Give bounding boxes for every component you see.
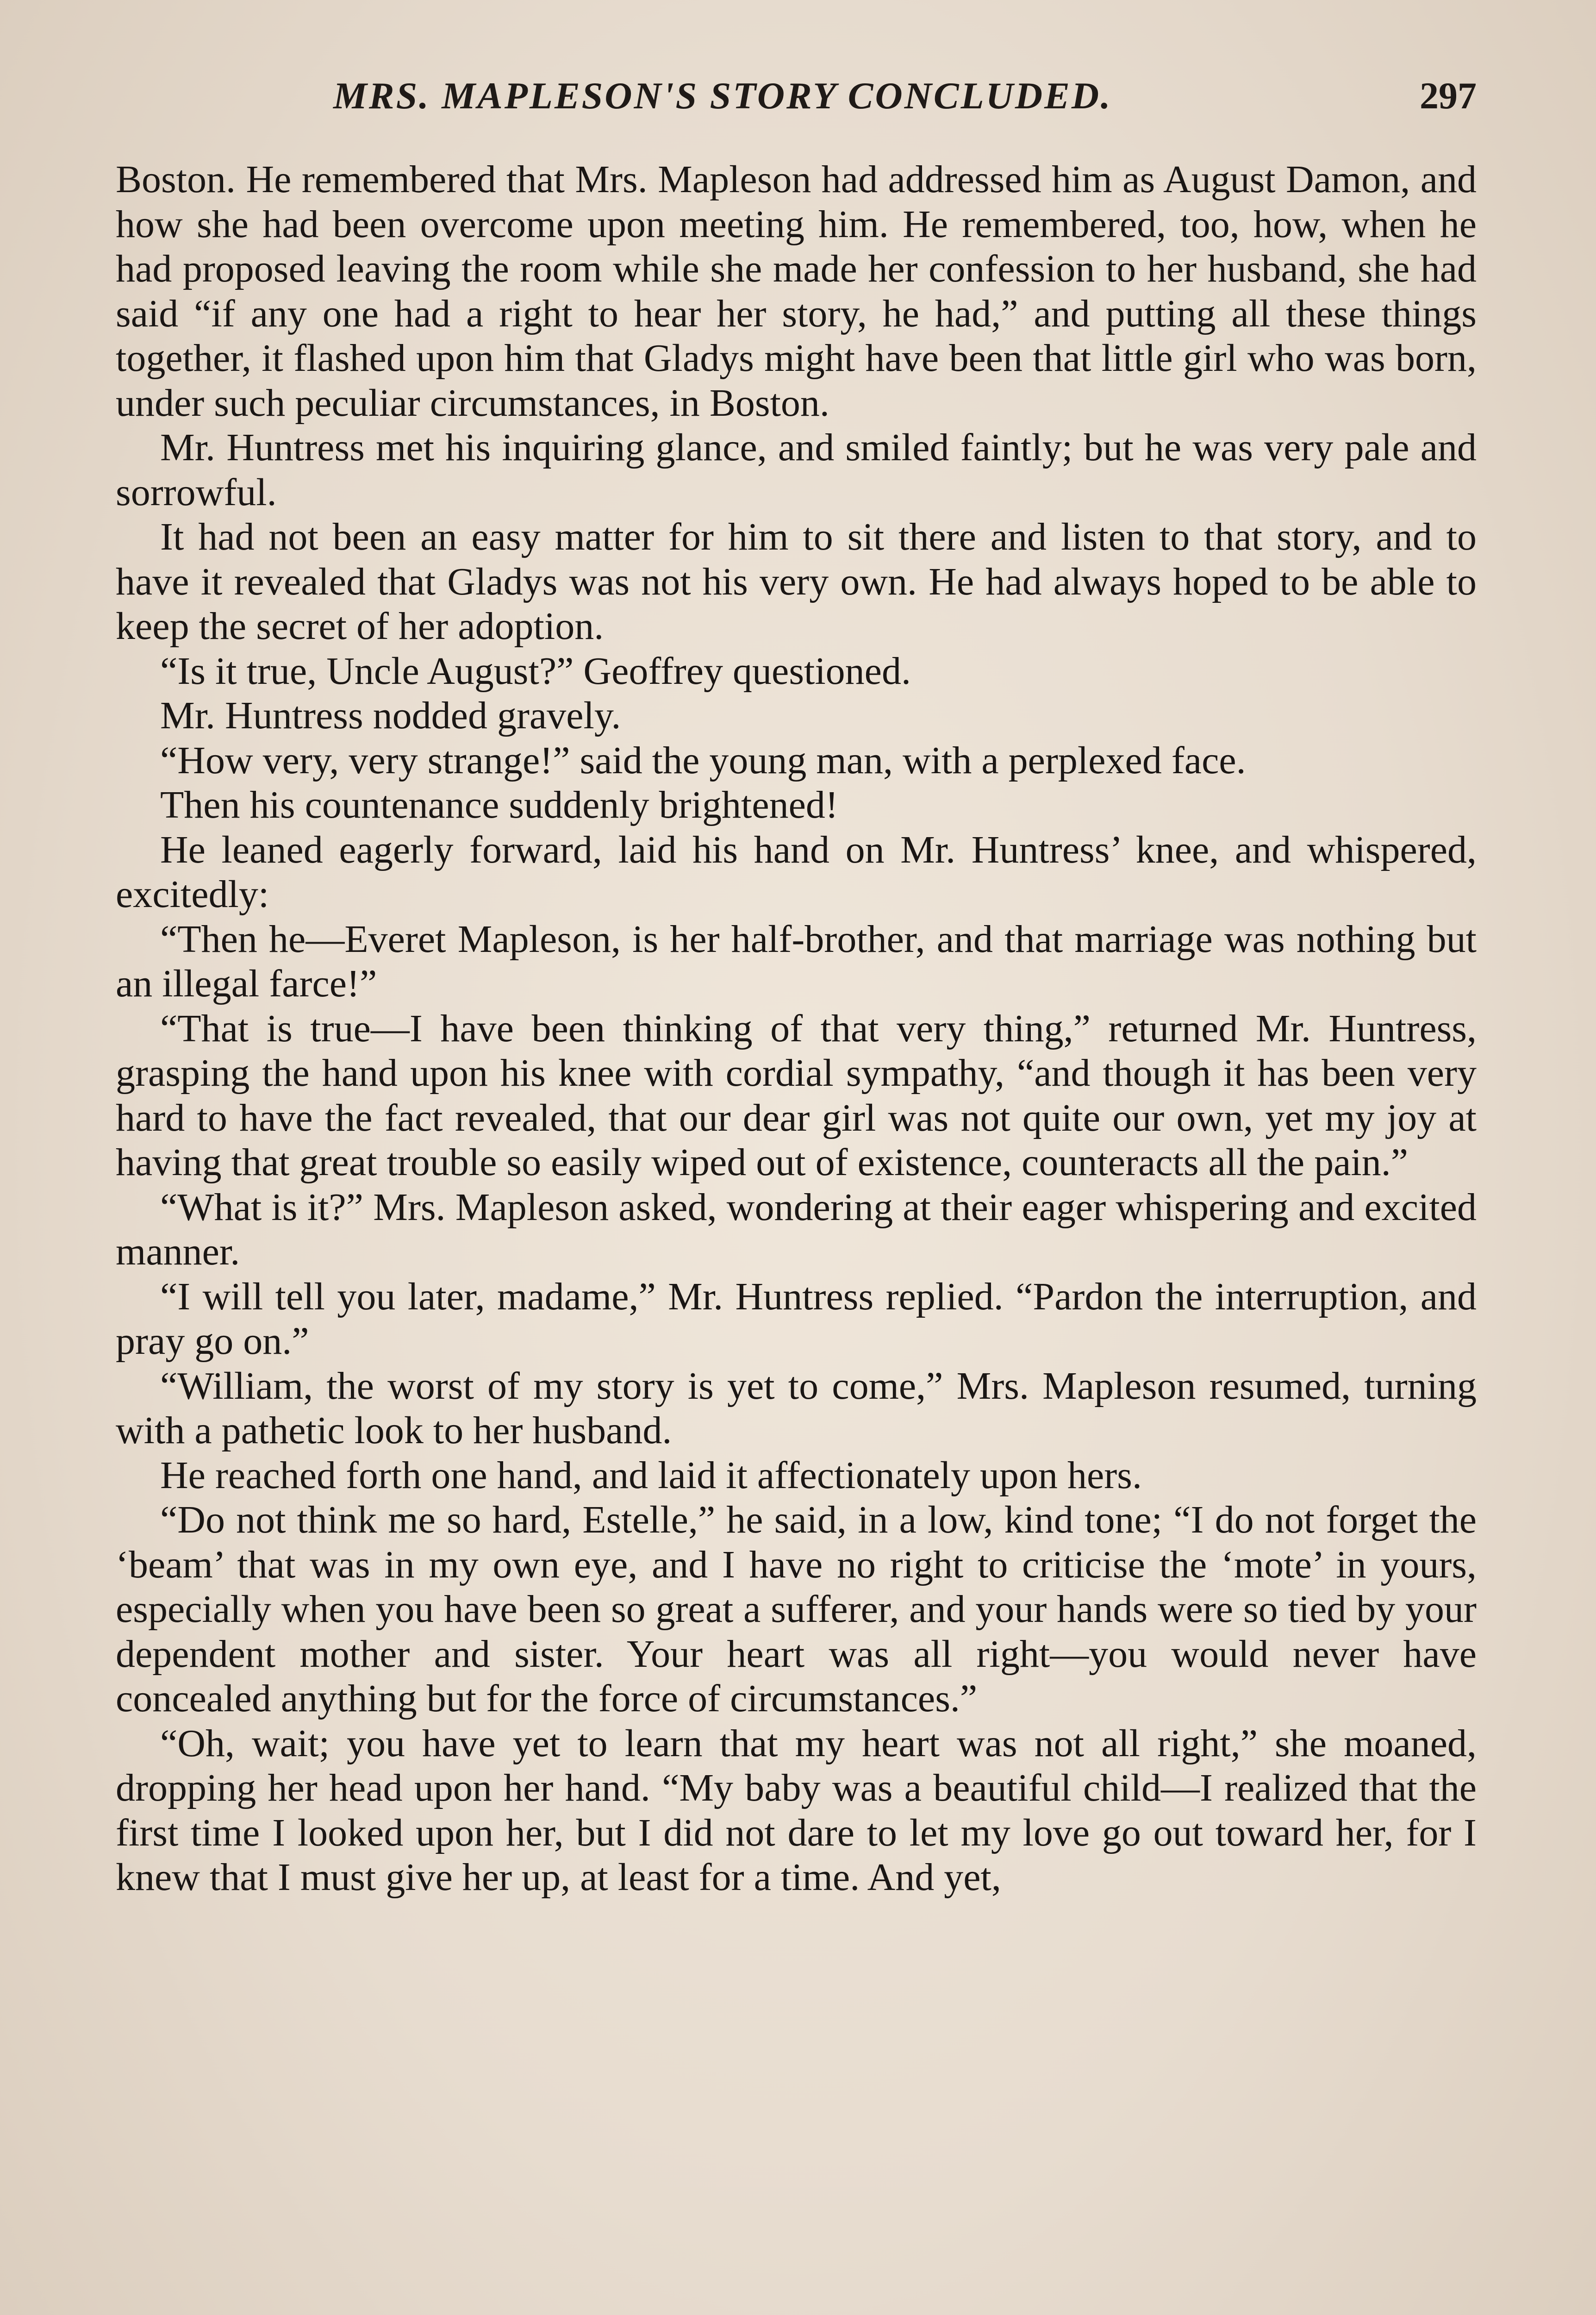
- paragraph-16: “Oh, wait; you have yet to learn that my heart was not all right,” she moaned, dropping her head upon her hand. “My baby was a beautiful child—I realized that the first time I looked upon her, but I did not dare to let my love go out toward her, for I knew that I must give her up, at least for a time. And yet,: [116, 1721, 1477, 1899]
- paragraph-2: Mr. Huntress met his inquiring glance, and smiled faintly; but he was very pale and sorrowful.: [116, 426, 1477, 514]
- running-title: MRS. MAPLESON'S STORY CONCLUDED.: [333, 75, 1112, 117]
- paragraph-1: Boston. He remembered that Mrs. Mapleson had addressed him as August Damon, and how she had been overcome upon meeting him. He remembered, too, how, when he had proposed leaving the room while she made her confession to her husband, she had said “if any one had a right to hear her story, he had,” and putting all these things together, it flashed upon him that Gladys might have been that little girl who was born, under such peculiar circumstances, in Boston.: [116, 158, 1477, 425]
- paragraph-5: Mr. Huntress nodded gravely.: [160, 694, 621, 737]
- paragraph-3: It had not been an easy matter for him to sit there and listen to that story, and to have it revealed that Gladys was not his very own. He had always hoped to be able to keep the secret of her adoption.: [116, 515, 1477, 648]
- paragraph-12: “I will tell you later, madame,” Mr. Huntress replied. “Pardon the interruption, and pray go on.”: [116, 1275, 1477, 1363]
- paragraph-6: “How very, very strange!” said the young man, with a perplexed face.: [160, 738, 1246, 782]
- paragraph-11: “What is it?” Mrs. Mapleson asked, wondering at their eager whispering and excited manner.: [116, 1185, 1477, 1273]
- paragraph-10: “That is true—I have been thinking of that very thing,” returned Mr. Huntress, grasping the hand upon his knee with cordial sympathy, “and though it has been very hard to have the fact revealed, that our dear girl was not quite our own, yet my joy at having that great trouble so easily wiped out of existence, counteracts all the pain.”: [116, 1007, 1477, 1184]
- paragraph-9: “Then he—Everet Mapleson, is her half-brother, and that marriage was nothing but an illegal farce!”: [116, 917, 1477, 1005]
- paragraph-14: He reached forth one hand, and laid it affectionately upon hers.: [160, 1453, 1142, 1497]
- paragraph-4: “Is it true, Uncle August?” Geoffrey questioned.: [160, 649, 911, 693]
- body-text: [116, 157, 1477, 1900]
- paragraph-13: “William, the worst of my story is yet to come,” Mrs. Mapleson resumed, turning with a pathetic look to her husband.: [116, 1364, 1477, 1452]
- page-header: [116, 65, 1477, 125]
- page-number: 297: [1420, 75, 1477, 117]
- paragraph-8: He leaned eagerly forward, laid his hand on Mr. Huntress’ knee, and whispered, excitedly:: [116, 828, 1477, 916]
- paragraph-15: “Do not think me so hard, Estelle,” he said, in a low, kind tone; “I do not forget the ‘beam’ that was in my own eye, and I have no right to criticise the ‘mote’ in yours, especially when you have been so great a sufferer, and your hands were so tied by your dependent mother and sister. Your heart was all right—you would never have concealed anything but for the force of circumstances.”: [116, 1498, 1477, 1720]
- paragraph-7: Then his countenance suddenly brightened!: [160, 783, 838, 826]
